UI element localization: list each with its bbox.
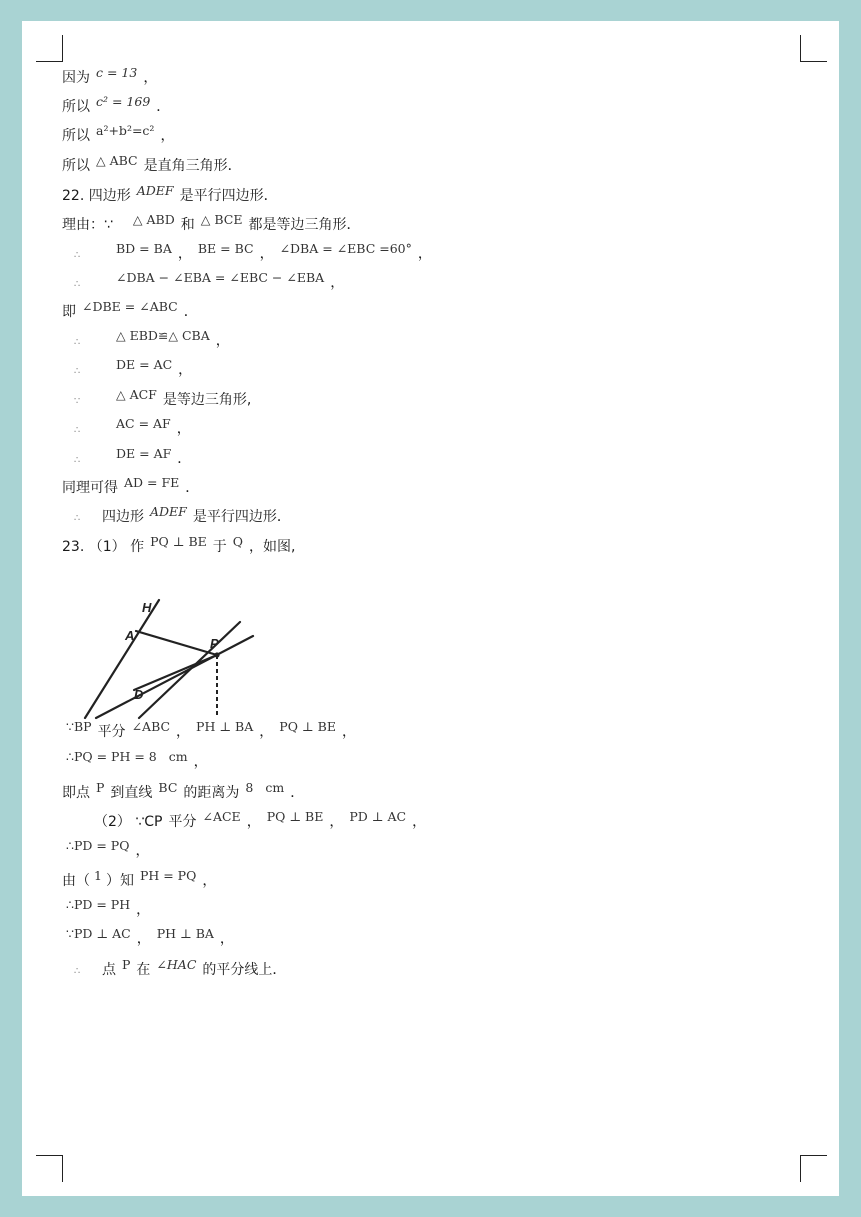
solution-line-4: 所以 △ ABC 是直角三角形． — [62, 153, 242, 174]
solution-line-21: （2） ∵CP 平分 ∠ACE ， PQ ⊥ BE ， PD ⊥ AC ， — [94, 809, 427, 830]
solution-line-24: ∴PD = PH ， — [66, 897, 151, 918]
label-a: A — [125, 628, 135, 643]
point-p — [214, 652, 219, 657]
solution-line-23: 由（ 1 ）知 PH = PQ ， — [62, 868, 217, 889]
solution-line-17: 23. （1） 作 PQ ⊥ BE 于 Q ，如图, — [62, 534, 296, 555]
solution-line-1: 因为 c = 13 ， — [62, 65, 158, 86]
crop-mark-top-left — [36, 35, 63, 62]
line-ba — [85, 600, 159, 718]
document-page — [22, 21, 839, 1196]
line-bp — [96, 636, 253, 718]
solution-line-15: 同理可得 AD = FE ． — [62, 475, 200, 496]
solution-line-5: 22. 四边形 ADEF 是平行四边形． — [62, 183, 278, 204]
solution-line-16: ∴ 四边形 ADEF 是平行四边形． — [74, 504, 291, 525]
label-p: P — [210, 636, 219, 651]
crop-mark-bottom-right — [800, 1155, 827, 1182]
solution-line-13: ∴ AC = AF ， — [74, 416, 191, 437]
solution-line-20: 即点 P 到直线 BC 的距离为 8 cm ． — [62, 780, 305, 801]
solution-line-14: ∴ DE = AF ． — [74, 446, 192, 467]
solution-line-26: ∴ 点 P 在 ∠HAC 的平分线上． — [74, 957, 287, 978]
solution-line-6: 理由：∵ △ ABD 和 △ BCE 都是等边三角形． — [62, 212, 361, 233]
solution-line-10: ∴ △ EBD≌△ CBA ， — [74, 328, 230, 349]
solution-line-8: ∴ ∠DBA − ∠EBA = ∠EBC − ∠EBA ， — [74, 270, 345, 291]
solution-line-2: 所以 c² = 169 ． — [62, 94, 171, 115]
solution-line-7: ∴ BD = BA ， BE = BC ， ∠DBA = ∠EBC =60° ， — [74, 241, 432, 262]
solution-line-18: ∵BP 平分 ∠ABC ， PH ⊥ BA ， PQ ⊥ BE ， — [66, 719, 356, 740]
solution-line-9: 即 ∠DBE = ∠ABC ． — [62, 299, 198, 320]
line-hp — [136, 631, 217, 655]
solution-line-19: ∴PQ = PH = 8 cm ， — [66, 749, 208, 770]
crop-mark-top-right — [800, 35, 827, 62]
solution-line-3: 所以 a²+b²=c² ， — [62, 123, 175, 144]
geometry-figure — [72, 589, 272, 729]
crop-mark-bottom-left — [36, 1155, 63, 1182]
solution-line-25: ∵PD ⊥ AC ， PH ⊥ BA ， — [66, 926, 234, 947]
label-d: D — [134, 687, 144, 702]
label-h: H — [142, 600, 152, 615]
solution-line-22: ∴PD = PQ ， — [66, 838, 150, 859]
solution-line-12: ∵ △ ACF 是等边三角形, — [74, 387, 252, 408]
solution-line-11: ∴ DE = AC ， — [74, 357, 193, 378]
